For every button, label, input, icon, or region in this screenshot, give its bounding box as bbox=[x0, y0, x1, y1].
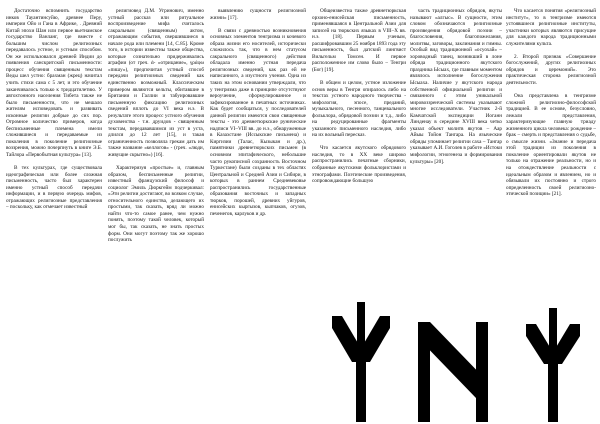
text-column-6 bbox=[506, 8, 596, 320]
paragraph: религиовед Д.М. Угринович, именно устный рассказ или ритуальное воспроизведение мифа считалось сакральным (священным) актом, отражающим события, свершившиеся в начале рода или племени [14, С.85]. Кроме того, в истории известны также общества, которые сознательно придерживались аграфии (от греч. ἀ- «отрицание», γράφω «пишу»), предпочитая устный способ передачи религиозных сведений как единственно возможный. Классическим примером являются кельты, обитавшие в Британии и Галлии и табуировавшие письменную фиксацию религиозных сведений вплоть до VI века н.э. В результате этого процесс устного обучения духовенства - т.н. друидов - священным текстам, передававшимся из уст в уста, длился до 12 лет [15], и такая ограниченность позволяла грекам дать им также название «келлогов» - (греч. «люди, живущие скрытно») [16]. bbox=[108, 8, 204, 159]
text-column-5 bbox=[410, 8, 502, 308]
paragraph: В общем и целом, устное изложение основ веры в Тенгри опиралось либо на текстах устного народного творчества - мифология, эпосе, преданий, музыкального, песенного, танцевального фольклора, обрядовой поэзии и т.д., либо на редуцированные фрагменты указанного письменного наследия, либо на их вольный пересказ. bbox=[312, 79, 406, 139]
paragraph: В связи с древностью возникновения основных элементов тенгризма и кочевого образа жизни его носителей, исторически сложилось так, что в нем статусом сакрального (священного) действия обладала именно устная передача религиозных сведений, как раз ей не написанного, а изустного учения. Одна из таких на этом основании утверждали, что у тенгризма даже в принципе отсутствуют вероучение, сформулированное и зафиксированное в печатных источниках. Как будет сообщаться, у последователей данной религии имеются свои священные тексты - это древнетюркские рунические надписи VI–VIII вв. до н.э., обнаруженные в Казахстане (Иссыкские письмена) и Киргизии (Талас, Кызыкан и др.), памятники древнетюркских письмен (в основном эпитафического, небольшие часто рукописной сохранность Восточном Туркестане) были созданы в тех областях Центральной и Средней Азии и Сибири, в которых в раннем Средневековье распространились государственные образования восточных и западных тюрков, порошей, древних уйгуров, енисейских кыргызов, кыпчаков, огузов, печенегов, карлуков и др. bbox=[210, 27, 306, 217]
text-column-3 bbox=[210, 8, 306, 418]
paragraph: Она представлена в тенгризме сложной религиозно-философской традицией. В ее основе, безусловно, лежали представления, характеризующие главную триаду жизненного цикла человека: рождение – брак – смерть и представления о судьбе, о смысле жизни. «Знание и передача этой традиции из поколения в поколение ориентировали якутов не только на отражение реальности, но и на отождествление реальности с идеальным образом и явлением, но и обязывали их постоянно и строго определенность своей религиозно-этической позиции» [21]. bbox=[506, 93, 596, 198]
paragraph: Что касается понятия «религиозный институт», то в тенгризме имеются устоявшиеся религиозные институты, участники которых являются присущие для каждого народа традиционными служителями культа. bbox=[506, 8, 596, 47]
paragraph: Достаточно вспомнить государство инков Тауантинсуйю, древнее Перу, империи Ойо и Гана в Африке, . Древний Китай эпохи Шан или первое вьетнамское государство Ванланг, где вместе с большим числом религиозных передавалось устное, и устным способом. Он же использовался древней Индии до появления санскритской письменности: процесс обучения священным текстам Веды шел устно: брахман (жрец) начитал учить стихи сама с 5 лет, и это обучение заканчивалось только к тридцатилетию. У автохтонного населения Тибета также не было письменности, что не мешало жителям исповедовать и развивать исконные религии добрые до сих пор. Огромное количество примеров, когда бесписьменные племена имели сложившиеся и передаваемые из поколения в поколение религиозные воззрения, можно почерпнуть в книге Э.Б. Тайлора «Первобытная культура» [13]. bbox=[6, 8, 102, 159]
paragraph: 2. Второй признак «Совершение богослужений, других религиозных обрядов и церемоний». Это практическая сторона религиозной деятельности. bbox=[506, 53, 596, 86]
paragraph: Характеризуя «простые» и, главным образом, бесписьменные религии, известный французский философ и социолог Эмиль Дюркгейм подчеркивал: «Эти религии достигают, во всяком случае, относительного единства, делающего их простыми, так сказать, вряд ли можно найти что-то самое ранее, чем нужно понять, поэтому такой человек, который мог бы, так сказать, не знать простых форм. Они могут поэтому так же хорошо послужить bbox=[108, 165, 204, 244]
text-column-2 bbox=[108, 8, 204, 418]
text-column-1 bbox=[6, 8, 102, 418]
rune-glyph-right bbox=[526, 308, 580, 422]
paragraph: Общеизвестна также древнетюркская орхоно-енисейская письменность, применявшаяся в Центральной Азии для записей на тюркских языках в VIII–X вв. н.э. [18]. Первым ученым, расшифровавшим 25 ноября 1893 года эту письменность, был датский лингвист Вильгельм Томсен. И первое расположенное им слово было – Тенгри (Бог) [19]. bbox=[312, 8, 406, 73]
text-column-4 bbox=[312, 8, 406, 266]
paragraph: Что касается якутского обрядового наследия, то в XX веке широко распространились печатные сборники, собранные якутскими фольклористами и этнографами. Поэтические произведения, сопровождающие большую bbox=[312, 145, 406, 185]
rune-glyph-left bbox=[332, 302, 390, 422]
paragraph: В тех культурах, где существовала идеографическая или более сложная письменность, часто был характерен именно устный способ передачи информации, и в первую очередь мифов, отражающих религиозные представления – поскольку, как отмечает известный bbox=[6, 165, 102, 211]
paragraph: часть традиционных обрядов, якуты называют «алгыс». В сущности, этим словом обозначаются религиозные произведения обрядовой поэзии – благословения, благопожелания, молитвы, заговоры, заклинания и гимны. Особый вид традиционной «осуохай» – хороводный танец, возникший в лоне обряда традиционного якутского праздника Ысыах, где главным моментом являлось исполнение богослужения Ысыаха. Наличие у якутского народа собственной официальной религии и связанного с этим уникальной мировоззренческой системы указывают многие исследователи. Участник 2-й Камчатской экспедиции Иоганн Линденау в середине XVIII века четко указал объект молитв якутов – Аар Айыы Тойон Тангара. На языческие обряды упоминает религии саха – Тангар указывает А.И. Гоголев в работе «Истоки мифологии, этногенеза и формирования культуры» [20]. bbox=[410, 8, 502, 165]
paragraph: выявлению сущности религиозной жизни» [17]. bbox=[210, 8, 306, 21]
runic-glyphs-illustration bbox=[296, 298, 600, 424]
runic-inscription-figure bbox=[296, 298, 600, 424]
rune-glyph-middle bbox=[418, 322, 488, 422]
